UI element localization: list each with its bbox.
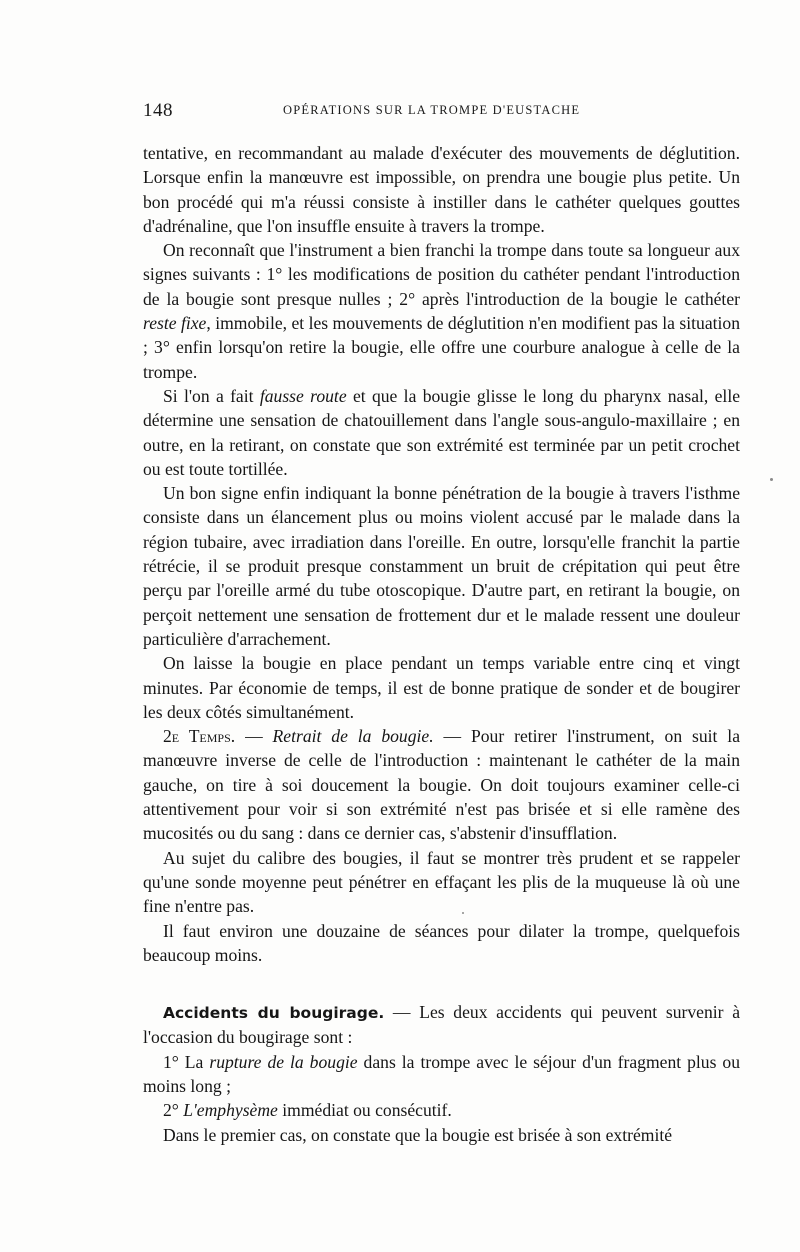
page-header [143, 100, 740, 124]
emphasis-rupture: rupture de la bougie [209, 1051, 358, 1072]
print-speck [462, 912, 464, 914]
page-number: 148 [143, 100, 173, 121]
paragraph-retrait: 2e Temps. — Retrait de la bougie. — Pour retirer l'instrument, on suit la manœuvre inverse de celle de l'introduction : maintenant le cathéter de la main gauche, on tire à soi doucement la bougie. On doit toujours examiner celle-ci attentivement pour voir si son extrémité n'est pas brisée et si elle ramène des mucosités ou du sang : dans ce dernier cas, s'abstenir d'insufflation. [143, 726, 741, 844]
paragraph-continued: tentative, en recommandant au malade d'exécuter des mouvements de déglutition. Lorsque enfin la manœuvre est impossible, on prendra une bougie plus petite. Un bon procédé qui m'a réussi consiste à instiller dans le cathéter quelques gouttes d'adrénaline, que l'on insuffle ensuite à travers la trompe. [143, 143, 740, 236]
section-heading: Accidents du bougirage. [163, 1004, 385, 1023]
paragraph-calibre: Au sujet du calibre des bougies, il faut se montrer très prudent et se rappeler qu'une sonde moyenne peut pénétrer en effaçant les plis de la muqueuse là où une fine n'entre pas. [143, 847, 740, 917]
step-title: Retrait de la bougie. [272, 726, 434, 747]
paragraph-seances: Il faut environ une douzaine de séances pour dilater la trompe, quelquefois beaucoup moins. [143, 920, 740, 965]
list-item-emphyseme: 2° L'emphysème immédiat ou consécutif. [163, 1100, 452, 1121]
paragraph-accidents: Accidents du bougirage. — Les deux accidents qui peuvent survenir à l'occasion du bougirage sont : [143, 1002, 740, 1048]
body-text [143, 141, 740, 1147]
emphasis-emphyseme: L'emphysème [183, 1100, 278, 1121]
paragraph-duree: On laisse la bougie en place pendant un temps variable entre cinq et vingt minutes. Par économie de temps, il est de bonne pratique de sonder et de bougirer les deux côtés simultanément. [143, 653, 740, 722]
emphasis-fausse-route: fausse route [259, 385, 347, 406]
paragraph-bon-signe: Un bon signe enfin indiquant la bonne pénétration de la bougie à travers l'isthme consiste dans un élancement plus ou moins violent accusé par le malade dans la région tubaire, avec irradiation dans l'oreille. En outre, lorsqu'elle franchit la partie rétrécie, il se produit presque constamment un bruit de crépitation qui peut être perçu par l'oreille armé du tube otoscopique. D'autre part, en retirant la bougie, on perçoit nettement une sensation de frottement dur et le malade ressent une douleur particulière d'arrachement. [143, 483, 740, 649]
paragraph-fausse-route: Si l'on a fait fausse route et que la bougie glisse le long du pharynx nasal, elle détermine une sensation de chatouillement dans l'angle sous-angulo-maxillaire ; en outre, en la retirant, on constate que son extrémité est terminée par un petit crochet ou est toute tortillée. [143, 385, 741, 479]
emphasis-reste-fixe: reste fixe [143, 313, 207, 334]
running-head: OPÉRATIONS SUR LA TROMPE D'EUSTACHE [283, 103, 581, 117]
paragraph-premier-cas: Dans le premier cas, on constate que la bougie est brisée à son extrémité [163, 1124, 673, 1145]
list-item-rupture: 1° La rupture de la bougie dans la trompe avec le séjour d'un fragment plus ou moins long ; [143, 1051, 741, 1096]
print-speck [770, 478, 773, 481]
paragraph-signs: On reconnaît que l'instrument a bien franchi la trompe dans toute sa longueur aux signes suivants : 1° les modifications de position du cathéter pendant l'introduction de la bougie sont presque nulles ; 2° après l'introduction de la bougie le cathéter reste fixe, immobile, et les mouvements de déglutition n'en modifient pas la situation ; 3° enfin lorsqu'on retire la bougie, elle offre une courbure analogue à celle de la trompe. [143, 240, 740, 382]
step-label: 2e Temps. [163, 726, 236, 747]
